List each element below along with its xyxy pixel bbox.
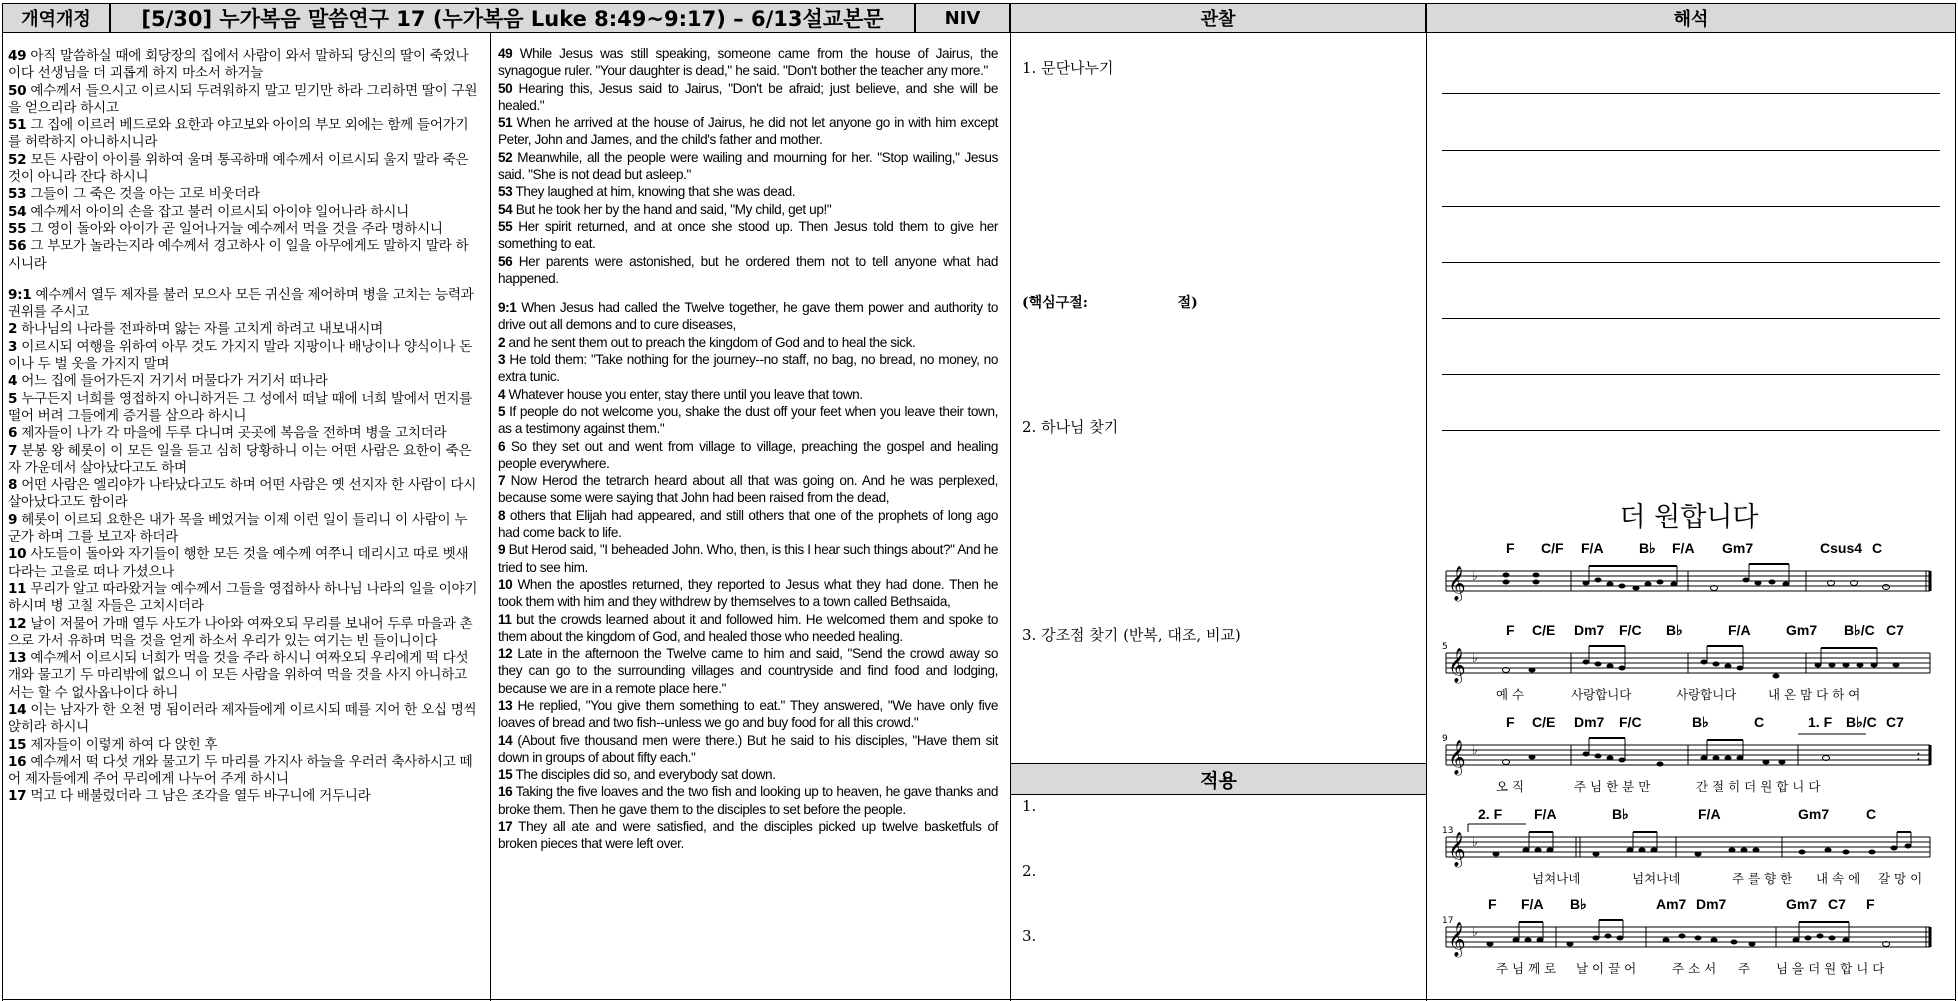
frame-right: [1955, 33, 1956, 1001]
music-staff: [1446, 556, 1934, 616]
chord-line: F C/E Dm7 F/C B♭ F/A Gm7 B♭/C C7: [1506, 622, 1904, 638]
korean-verses-a: [8, 48, 478, 273]
verse: 13 예수께서 이르시되 너희가 먹을 것을 주라 하시니 여짜오되 우리에게 떡 다섯 개와 물고기 두 마리밖에 없으니 이 모든 사람을 위하여 먹을 것을 사지 아니하고서는 할 수 없사옵나이다 하니: [8, 650, 469, 701]
header-observe: 관찰: [1010, 3, 1426, 33]
verse: 10 When the apostles returned, they reported to Jesus what they had done. Then he took them with him and they withdrew by themselves to a town called Bethsaida,: [498, 576, 998, 610]
svg-text:9: 9: [1442, 734, 1448, 744]
svg-text::: :: [1916, 748, 1921, 764]
verse: 55 그 영이 돌아와 아이가 곧 일어나거늘 예수께서 먹을 것을 주라 명하시니: [8, 220, 443, 237]
svg-text:13: 13: [1442, 826, 1454, 836]
verse: 51 그 집에 이르러 베드로와 요한과 야고보와 아이의 부모 외에는 함께 들어가기를 허락하지 아니하시니라: [8, 117, 469, 151]
observe-item-2: 2. 하나님 찾기: [1022, 418, 1119, 436]
writing-line[interactable]: [1442, 430, 1940, 431]
svg-text:𝄞: 𝄞: [1448, 648, 1466, 683]
header-interpret: 해석: [1426, 3, 1956, 33]
writing-line[interactable]: [1442, 150, 1940, 151]
frame-divider-2: [1010, 33, 1011, 1001]
frame-bottom: [2, 999, 1956, 1000]
music-staff: [1442, 730, 1934, 778]
music-staff-row: [1442, 896, 1934, 986]
verse: 9 헤롯이 이르되 요한은 내가 목을 베었거늘 이제 이런 일이 들리니 이 사람이 누군가 하며 그를 보고자 하더라: [8, 511, 468, 546]
verse: 14 (About five thousand men were there.) But he said to his disciples, "Have them sit down in groups of about fifty each.": [498, 732, 998, 765]
music-staff: [1442, 912, 1934, 960]
verse: 50 예수께서 들으시고 이르시되 두려워하지 말고 믿기만 하라 그리하면 딸이 구원을 얻으리라 하시고: [8, 82, 478, 116]
svg-text:𝄞: 𝄞: [1448, 922, 1466, 957]
svg-text:𝄞: 𝄞: [1448, 566, 1466, 601]
frame-divider-1: [490, 33, 491, 1001]
music-staff: [1442, 822, 1934, 870]
svg-text:5: 5: [1442, 642, 1448, 652]
verse: 7 분봉 왕 헤롯이 이 모든 일을 듣고 심히 당황하니 이는 어떤 사람은 요한이 죽은 자 가운데서 살아났다고도 하며: [8, 442, 472, 476]
english-verses-b: [498, 299, 998, 853]
header-version-right: NIV: [915, 3, 1010, 33]
verse: 12 Late in the afternoon the Twelve came to him and said, "Send the crowd away so they can go to the surrounding villages and countryside and find food and lodging, because we are in a remote place here.": [498, 646, 998, 696]
svg-text:𝄞: 𝄞: [1448, 832, 1466, 867]
verse: 11 but the crowds learned about it and followed him. He welcomed them and spoke to them about the kingdom of God, and healed those who needed healing.: [498, 611, 998, 644]
verse: 11 무리가 알고 따라왔거늘 예수께서 그들을 영접하사 하나님 나라의 일을 이야기하시며 병 고칠 자들은 고치시더라: [8, 580, 478, 615]
header-version-left: 개역개정: [2, 3, 110, 33]
verse: 53 They laughed at him, knowing that she was dead.: [498, 184, 796, 200]
key-verse-label: (핵심구절:: [1022, 295, 1088, 311]
observe-item-3: 3. 강조점 찾기 (반복, 대조, 비교): [1022, 626, 1241, 644]
verse: 17 They all ate and were satisfied, and the disciples picked up twelve basketfuls of broken pieces that were left over.: [498, 819, 998, 852]
verse: 6 So they set out and went from village to village, preaching the gospel and healing people everywhere.: [498, 438, 998, 471]
verse: 14 이는 남자가 한 오천 명 됨이러라 제자들에게 이르시되 떼를 지어 한 오십 명씩 앉히라 하시니: [8, 701, 477, 736]
verse: 15 제자들이 이렇게 하여 다 앉힌 후: [8, 736, 218, 753]
writing-line[interactable]: [1442, 262, 1940, 263]
application-item-3[interactable]: 3.: [1022, 927, 1037, 945]
verse: 8 어떤 사람은 엘리야가 나타났다고도 하며 어떤 사람은 옛 선지자 한 사람이 다시 살아났다고도 함이라: [8, 477, 477, 511]
chord-line: 2. F F/A B♭ F/A Gm7 C: [1478, 806, 1877, 822]
music-staff-row: [1442, 622, 1934, 704]
svg-text:𝄞: 𝄞: [1448, 740, 1466, 775]
svg-text:♭: ♭: [1472, 925, 1478, 939]
application-item-2[interactable]: 2.: [1022, 862, 1037, 880]
verse: 2 and he sent them out to preach the kingdom of God and to heal the sick.: [498, 334, 916, 350]
verse: 3 He told them: "Take nothing for the journey--no staff, no bag, no bread, no money, no extra tunic.: [498, 352, 998, 385]
verse: 4 Whatever house you enter, stay there until you leave that town.: [498, 386, 863, 402]
verse: 56 그 부모가 놀라는지라 예수께서 경고하사 이 일을 아무에게도 말하지 말라 하시니라: [8, 238, 469, 272]
verse: 15 The disciples did so, and everybody sat down.: [498, 767, 776, 783]
verse: 9:1 When Jesus had called the Twelve together, he gave them power and authority to drive out all demons and to cure diseases,: [498, 300, 998, 333]
verse: 8 others that Elijah had appeared, and still others that one of the prophets of long ago had come back to life.: [498, 507, 998, 541]
verse: 3 이르시되 여행을 위하여 아무 것도 가지지 말라 지팡이나 배낭이나 양식이나 돈이나 두 벌 옷을 가지지 말며: [8, 338, 473, 373]
verse: 6 제자들이 나가 각 마을에 두루 다니며 곳곳에 복음을 전하며 병을 고치더라: [8, 425, 447, 442]
key-verse-unit: 절): [1177, 295, 1198, 311]
verse: 9:1 예수께서 열두 제자를 불러 모으사 모든 귀신을 제어하며 병을 고치는 능력과 권위를 주시고: [8, 286, 474, 321]
verse: 16 예수께서 떡 다섯 개와 물고기 두 마리를 가지사 하늘을 우러러 축사하시고 떼어 제자들에게 주어 무리에게 나누어 주게 하시니: [8, 753, 473, 788]
verse: 54 예수께서 아이의 손을 잡고 불러 이르시되 아이야 일어나라 하시니: [8, 203, 409, 220]
verse: 49 While Jesus was still speaking, someone came from the house of Jairus, the synagogue ruler. "Your daughter is dead," he said. "Don't bother the teacher any more.": [498, 46, 998, 79]
application-header: 적용: [1011, 763, 1426, 795]
writing-line[interactable]: [1442, 318, 1940, 319]
music-staff: [1442, 638, 1934, 686]
verse: 5 누구든지 너희를 영접하지 아니하거든 그 성에서 떠날 때에 너희 발에서 먼지를 떨어 버려 그들에게 증거를 삼으라 하시니: [8, 390, 473, 424]
music-staff-row: [1446, 540, 1934, 615]
lyrics-line: 넘쳐나네 넘쳐나네 주 를 향 한 내 속 에 갈 망 이: [1532, 871, 1923, 886]
verse: 10 사도들이 돌아와 자기들이 행한 모든 것을 예수께 여쭈니 데리시고 따로 벳새다라는 고을로 떠나 가셨으나: [8, 546, 469, 580]
chord-line: F C/E Dm7 F/C B♭ C 1. F B♭/C C7: [1506, 714, 1904, 730]
verse: 49 아직 말씀하실 때에 회당장의 집에서 사람이 와서 말하되 당신의 딸이 죽었나이다 선생님을 더 괴롭게 하지 마소서 하거늘: [8, 48, 469, 82]
header-title: [5/30] 누가복음 말씀연구 17 (누가복음 Luke 8:49~9:17) – 6/13설교본문: [110, 3, 915, 33]
lyrics-line: 오 직 주 님 한 분 만 간 절 히 더 원 합 니 다: [1496, 779, 1821, 794]
chord-line: F F/A B♭ Am7 Dm7 Gm7 C7 F: [1488, 896, 1875, 912]
verse: 4 어느 집에 들어가든지 거기서 머물다가 거기서 떠나라: [8, 373, 328, 390]
writing-line[interactable]: [1442, 374, 1940, 375]
application-item-1[interactable]: 1.: [1022, 797, 1037, 815]
verse: 9 But Herod said, "I beheaded John. Who, then, is this I hear such things about?" And he tried to see him.: [498, 542, 998, 575]
svg-text:♭: ♭: [1472, 651, 1478, 665]
verse: 52 Meanwhile, all the people were wailing and mourning for her. "Stop wailing," Jesus said. "She is not dead but asleep.": [498, 149, 998, 183]
verse: 54 But he took her by the hand and said, "My child, get up!": [498, 201, 832, 217]
music-staff-row: [1442, 806, 1934, 888]
verse: 7 Now Herod the tetrarch heard about all that was going on. And he was perplexed, because some were saying that John had been raised from the dead,: [498, 473, 998, 506]
verse: 53 그들이 그 죽은 것을 아는 고로 비웃더라: [8, 186, 260, 203]
svg-text:17: 17: [1442, 916, 1454, 926]
verse: 52 모든 사람이 아이를 위하여 울며 통곡하매 예수께서 이르시되 울지 말라 죽은 것이 아니라 잔다 하시니: [8, 151, 469, 186]
chord-line: F C/F F/A B♭ F/A Gm7 Csus4 C: [1506, 540, 1883, 556]
key-verse-field[interactable]: [1022, 292, 1198, 312]
verse: 16 Taking the five loaves and the two fish and looking up to heaven, he gave thanks and broke them. Then he gave them to the disciples to set before the people.: [498, 784, 998, 817]
verse: 5 If people do not welcome you, shake the dust off your feet when you leave their town, as a testimony against them.": [498, 403, 998, 437]
lyrics-line: 예 수 사랑합니다 사랑합니다 내 온 맘 다 하 여: [1496, 687, 1861, 702]
korean-text-column: [8, 48, 478, 806]
english-text-column: [498, 45, 998, 853]
verse: 51 When he arrived at the house of Jairus, he did not let anyone go in with him except Peter, John and James, and the child's father and mother.: [498, 115, 998, 148]
verse: 56 Her parents were astonished, but he ordered them not to tell anyone what had happened.: [498, 253, 998, 286]
svg-text:♭: ♭: [1472, 743, 1478, 757]
writing-line[interactable]: [1442, 93, 1940, 94]
verse: 50 Hearing this, Jesus said to Jairus, "Don't be afraid; just believe, and she will be healed.": [498, 80, 998, 113]
korean-verses-b: [8, 287, 478, 806]
svg-text:♭: ♭: [1472, 835, 1478, 849]
verse: 55 Her spirit returned, and at once she stood up. Then Jesus told them to give her something to eat.: [498, 218, 998, 252]
frame-left: [2, 33, 3, 1001]
verse: 13 He replied, "You give them something to eat." They answered, "We have only five loaves of bread and two fish--unless we go and buy food for all this crowd.": [498, 697, 998, 731]
verse: 17 먹고 다 배불렀더라 그 남은 조각을 열두 바구니에 거두니라: [8, 788, 371, 805]
song-title: 더 원합니다: [1619, 502, 1759, 533]
english-verses-a: [498, 45, 998, 287]
music-staff-row: [1442, 714, 1934, 796]
lyrics-line: 주 님 께 로 날 이 끌 어 주 소 서 주 님 을 더 원 합 니 다: [1496, 961, 1885, 976]
verse: 12 날이 저물어 가매 열두 사도가 나아와 여짜오되 무리를 보내어 두루 마을과 촌으로 가서 유하며 먹을 것을 얻게 하소서 우리가 있는 여기는 빈 들이니이다: [8, 615, 473, 649]
svg-text:♭: ♭: [1472, 569, 1478, 583]
verse: 2 하나님의 나라를 전파하며 앓는 자를 고치게 하려고 내보내시며: [8, 321, 383, 338]
writing-line[interactable]: [1442, 206, 1940, 207]
observe-item-1: 1. 문단나누기: [1022, 59, 1114, 77]
